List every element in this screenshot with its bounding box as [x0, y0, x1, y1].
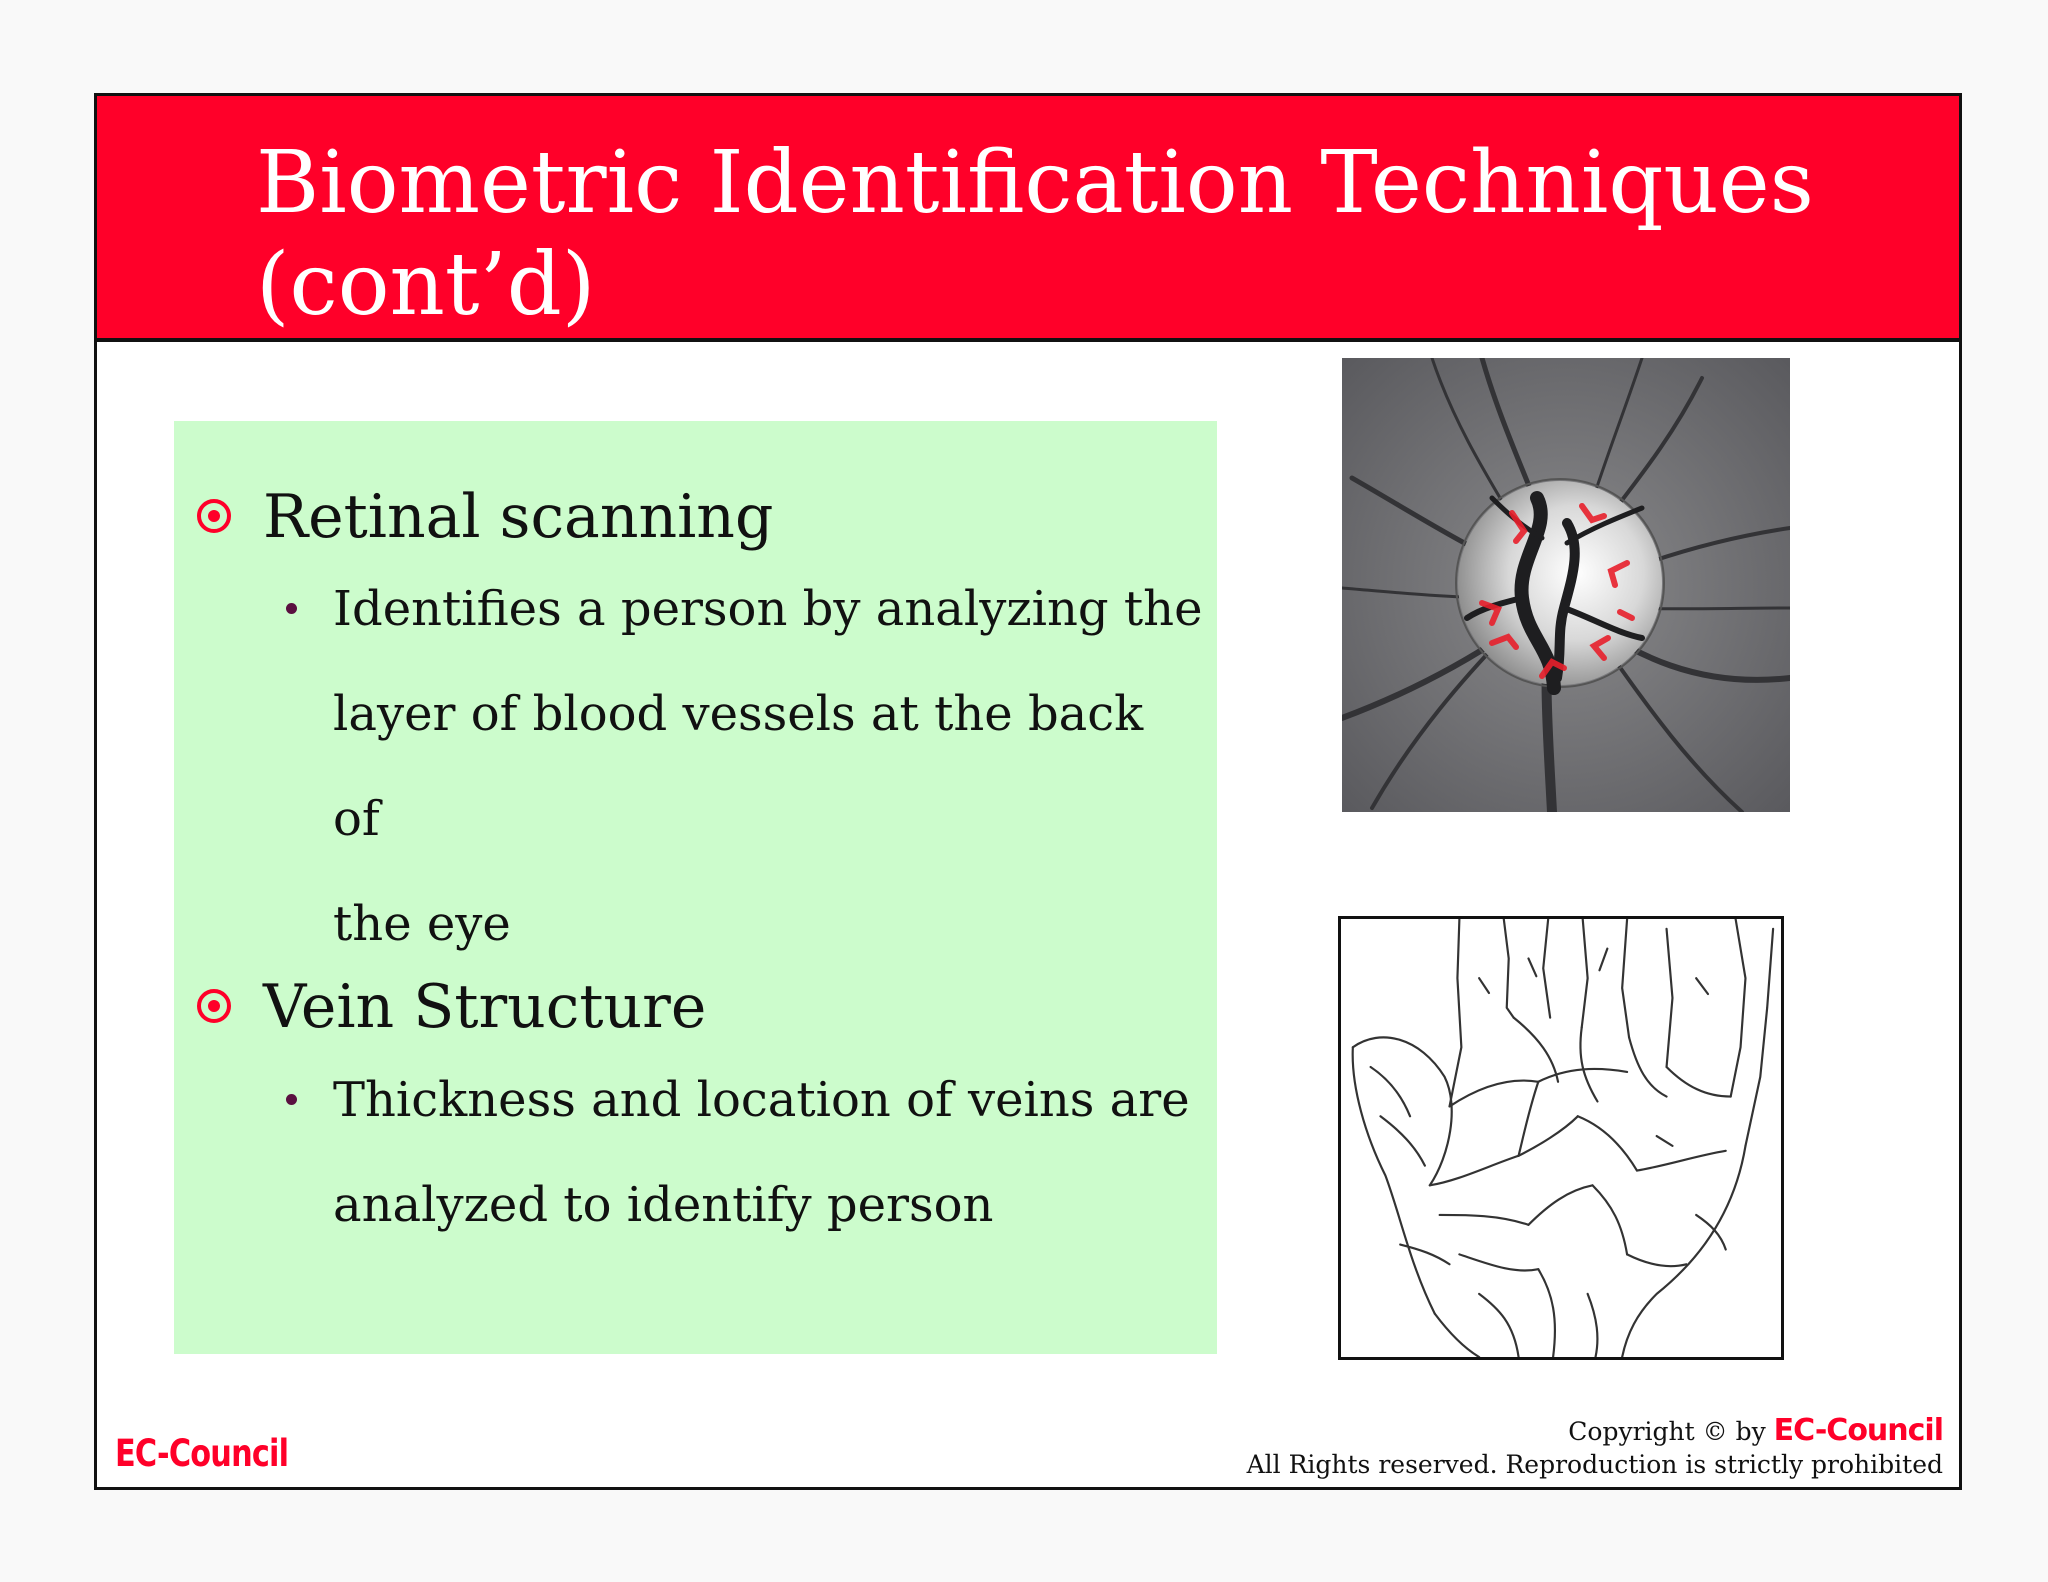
slide-title — [256, 132, 1814, 336]
ec-council-logo: EC-Council — [115, 1432, 289, 1475]
slide-title-line-2: (cont’d) — [256, 235, 596, 335]
target-bullet-icon — [195, 497, 233, 535]
copyright-prefix: Copyright © by — [1568, 1417, 1766, 1446]
retina-scan-image — [1342, 358, 1790, 812]
slide — [94, 93, 1962, 1490]
bullet-heading: Retinal scanning — [263, 482, 774, 552]
copyright-line — [1247, 1414, 1943, 1448]
sub-bullet-line: the eye — [333, 896, 511, 952]
bullet-heading: Vein Structure — [263, 972, 707, 1042]
sub-bullet-line: layer of blood vessels at the back of — [333, 686, 1144, 847]
copyright-notice — [1247, 1414, 1943, 1481]
palm-vein-image — [1338, 916, 1784, 1360]
dot-bullet-icon — [286, 603, 297, 614]
rights-reserved-text: All Rights reserved. Reproduction is strictly prohibited — [1246, 1450, 1943, 1479]
target-bullet-icon — [195, 987, 233, 1025]
copyright-brand-logo: EC-Council — [1773, 1413, 1943, 1448]
sub-bullet-text — [333, 557, 1203, 977]
title-bar — [97, 96, 1959, 342]
slide-title-line-1: Biometric Identification Techniques — [256, 133, 1814, 233]
dot-bullet-icon — [286, 1094, 297, 1105]
sub-bullet-line: analyzed to identify person — [333, 1177, 994, 1233]
sub-bullet-text — [333, 1048, 1203, 1258]
sub-bullet-line: Identifies a person by analyzing the — [333, 581, 1203, 637]
sub-bullet-line: Thickness and location of veins are — [333, 1072, 1190, 1128]
content-box — [174, 421, 1217, 1354]
